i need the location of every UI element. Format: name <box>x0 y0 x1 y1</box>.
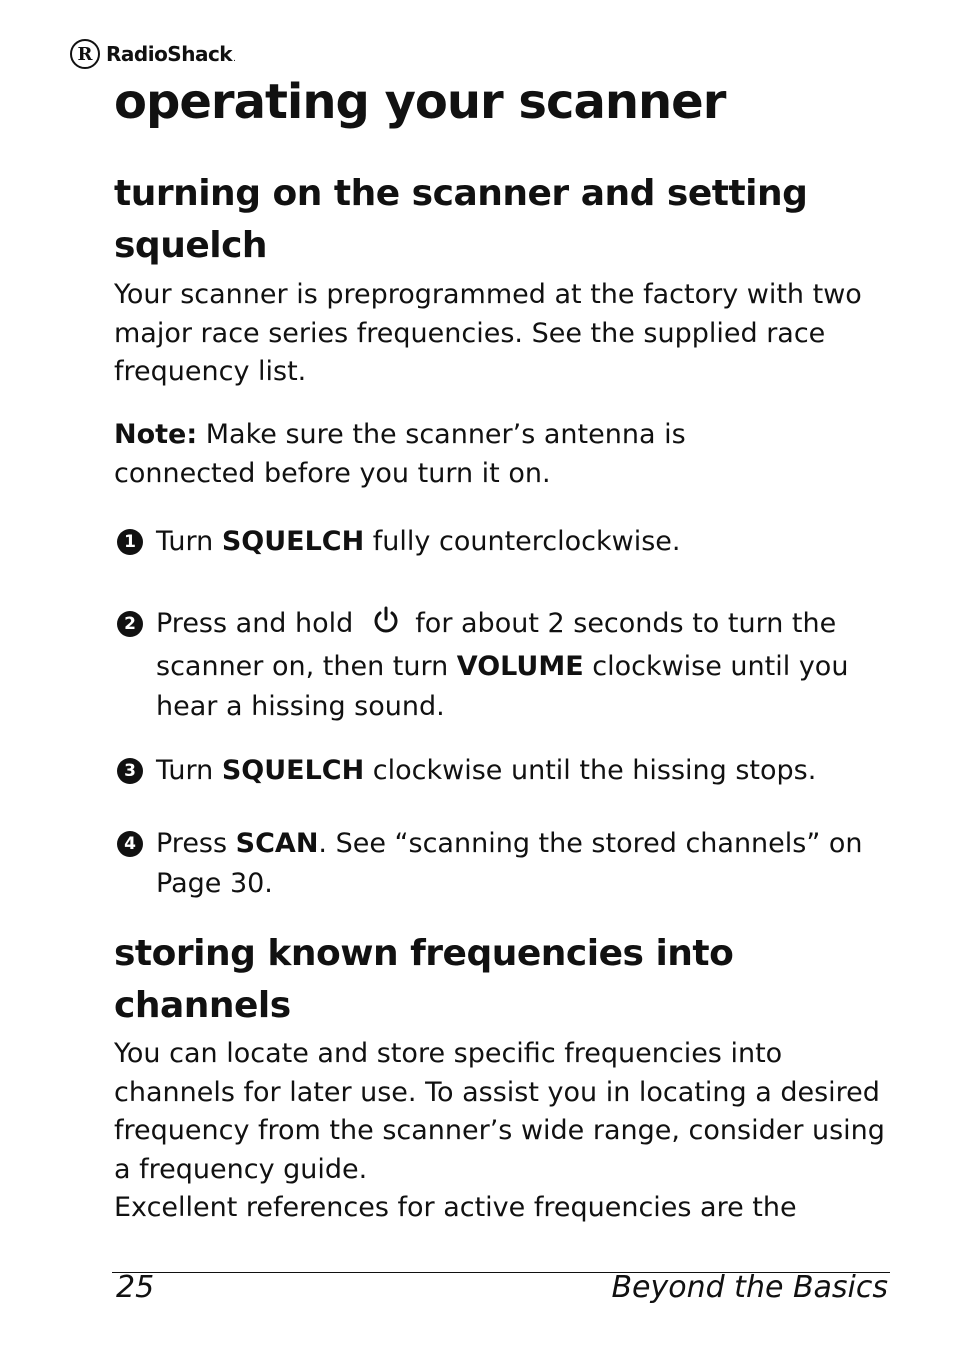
control-name: SQUELCH <box>221 526 365 557</box>
references-paragraph: Excellent references for active frequencies are the <box>114 1192 797 1223</box>
heading-line: channels <box>114 985 291 1026</box>
heading-line: squelch <box>114 225 268 266</box>
note-paragraph <box>114 416 754 493</box>
step-text-part: Turn <box>156 755 222 786</box>
control-name: VOLUME <box>456 651 584 682</box>
step-2 <box>114 604 904 727</box>
step-text-part: fully counterclockwise. <box>364 526 681 557</box>
section-heading-turning-on <box>114 168 807 272</box>
step-number-icon: 3 <box>117 758 143 784</box>
step-text-part: clockwise until you hear a hissing sound. <box>156 651 849 722</box>
logo-text: RadioShack <box>106 42 233 66</box>
section-heading-storing <box>114 928 733 1032</box>
step-text <box>156 604 904 727</box>
step-text <box>156 824 904 904</box>
step-number-icon: 1 <box>117 529 143 555</box>
logo-dot: . <box>233 54 236 64</box>
control-name: SCAN <box>235 828 319 859</box>
step-text-part: . See “scanning the stored channels” on Page 30. <box>156 828 863 899</box>
step-text-part: Turn <box>156 526 222 557</box>
page-number: 25 <box>116 1270 155 1305</box>
step-text <box>156 751 904 791</box>
step-1 <box>114 522 904 562</box>
step-text-part: Press <box>156 828 236 859</box>
registered-mark-icon: R <box>70 39 100 69</box>
power-icon <box>371 605 401 647</box>
intro-paragraph: Your scanner is preprogrammed at the factory with two major race series frequencies. See the supplied race frequency list. <box>114 279 862 387</box>
note-text: Make sure the scanner’s antenna is connected before you turn it on. <box>114 419 686 489</box>
page-title: operating your scanner <box>114 74 726 130</box>
storing-paragraph: You can locate and store specific frequencies into channels for later use. To assist you in locating a desired frequency from the scanner’s wide range, consider using a frequency guide. <box>114 1038 885 1185</box>
step-text-part: for about 2 seconds to turn the scanner on, then turn <box>156 608 837 682</box>
step-3 <box>114 751 904 791</box>
radioshack-logo <box>70 36 236 72</box>
step-text <box>156 522 904 562</box>
step-text-part: Press and hold <box>156 608 354 639</box>
step-text-part: clockwise until the hissing stops. <box>364 755 817 786</box>
footer-section-name: Beyond the Basics <box>611 1270 888 1305</box>
control-name: SQUELCH <box>221 755 365 786</box>
note-label: Note: <box>114 419 198 450</box>
heading-line: storing known frequencies into <box>114 933 734 974</box>
step-4 <box>114 824 904 904</box>
step-number-icon: 2 <box>117 611 143 637</box>
heading-line: turning on the scanner and setting <box>114 173 808 214</box>
step-number-icon: 4 <box>117 831 143 857</box>
